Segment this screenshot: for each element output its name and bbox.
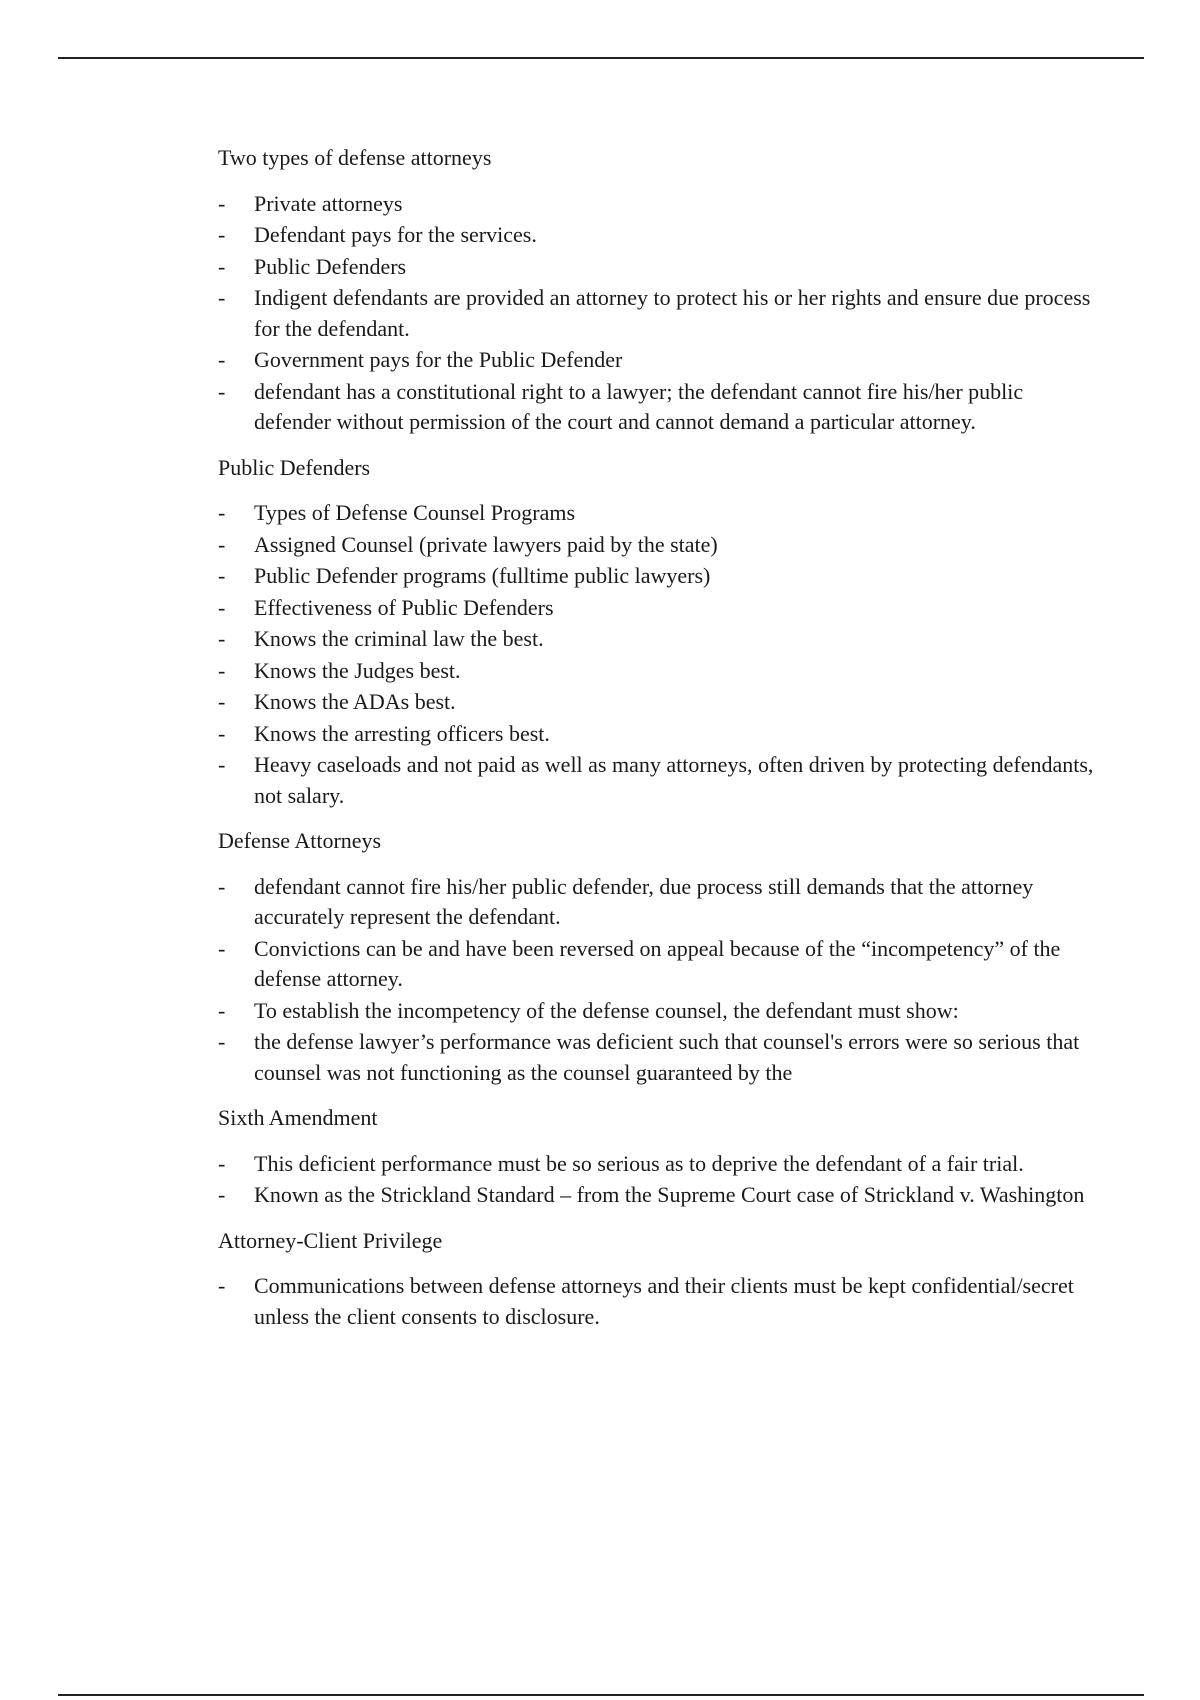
bullet-marker: - [218, 1273, 226, 1298]
list-item-text: Government pays for the Public Defender [254, 347, 623, 372]
bullet-marker: - [218, 563, 226, 588]
list-item-text: defendant has a constitutional right to a lawyer; the defendant cannot fire his/her public defender without permission of the court and cannot demand a particular attorney. [254, 378, 1024, 434]
list-item [218, 498, 1098, 529]
section-heading: Attorney-Client Privilege [218, 1227, 443, 1253]
bullet-list [218, 872, 1098, 1089]
list-item [218, 656, 1098, 687]
section-defense-attorneys [218, 826, 1098, 1088]
section-attorney-client-privilege [218, 1226, 1098, 1333]
section-two-types [218, 143, 1098, 438]
list-item [218, 934, 1098, 995]
list-item [218, 189, 1098, 220]
list-item-text: Types of Defense Counsel Programs [254, 500, 576, 525]
list-item-text: To establish the incompetency of the defense counsel, the defendant must show: [254, 997, 959, 1023]
list-item [218, 283, 1098, 344]
list-item [218, 687, 1098, 718]
bullet-list [218, 1271, 1098, 1332]
bullet-list [218, 498, 1098, 811]
bullet-marker: - [218, 657, 226, 683]
section-sixth-amendment [218, 1103, 1098, 1211]
list-item-text: Private attorneys [254, 190, 403, 216]
bullet-list [218, 1149, 1098, 1211]
bullet-marker: - [218, 1029, 226, 1054]
list-item [218, 1180, 1098, 1211]
list-item-text: Defendant pays for the services. [254, 222, 537, 247]
list-item [218, 750, 1098, 811]
list-item-text: Communications between defense attorneys and their clients must be kept confidential/secret unless the client consents to disclosure. [254, 1273, 1074, 1329]
bullet-marker: - [218, 500, 226, 525]
list-item [218, 530, 1098, 561]
list-item-text: This deficient performance must be so serious as to deprive the defendant of a fair trial. [254, 1150, 1024, 1176]
bullet-marker: - [218, 1182, 226, 1207]
list-item-text: Knows the Judges best. [254, 657, 461, 683]
footer-rule [58, 1694, 1144, 1696]
bullet-marker: - [218, 689, 226, 714]
list-item-text: Convictions can be and have been reversed on appeal because of the “incompetency” of the defense attorney. [254, 935, 1061, 991]
list-item-text: the defense lawyer’s performance was deficient such that counsel's errors were so serious that counsel was not functioning as the counsel guaranteed by the [254, 1029, 1080, 1085]
bullet-marker: - [218, 222, 226, 247]
bullet-marker: - [218, 752, 226, 777]
list-item [218, 719, 1098, 750]
bullet-marker: - [218, 594, 226, 620]
list-item [218, 996, 1098, 1027]
document-body [218, 143, 1098, 1347]
section-heading: Public Defenders [218, 454, 371, 480]
header-rule [58, 57, 1144, 59]
list-item [218, 561, 1098, 592]
list-item-text: Knows the ADAs best. [254, 689, 456, 714]
bullet-marker: - [218, 253, 226, 279]
list-item [218, 1271, 1098, 1332]
list-item [218, 872, 1098, 933]
list-item [218, 1027, 1098, 1088]
bullet-marker: - [218, 873, 226, 899]
list-item [218, 593, 1098, 624]
bullet-marker: - [218, 378, 226, 404]
bullet-marker: - [218, 935, 226, 961]
list-item [218, 624, 1098, 655]
list-item-text: Assigned Counsel (private lawyers paid by the state) [254, 531, 718, 557]
section-public-defenders [218, 453, 1098, 812]
list-item-text: Public Defender programs (fulltime public lawyers) [254, 563, 711, 588]
list-item [218, 345, 1098, 376]
list-item-text: Public Defenders [254, 253, 407, 279]
bullet-marker: - [218, 347, 226, 372]
list-item-text: Heavy caseloads and not paid as well as many attorneys, often driven by protecting defendants, not salary. [254, 752, 1094, 808]
bullet-marker: - [218, 626, 226, 651]
list-item [218, 220, 1098, 251]
list-item-text: Known as the Strickland Standard – from the Supreme Court case of Strickland v. Washington [254, 1182, 1085, 1207]
list-item-text: Knows the arresting officers best. [254, 720, 550, 746]
section-heading: Sixth Amendment [218, 1105, 378, 1130]
bullet-marker: - [218, 720, 226, 746]
list-item-text: Knows the criminal law the best. [254, 626, 544, 651]
bullet-marker: - [218, 997, 226, 1023]
section-heading: Two types of defense attorneys [218, 145, 492, 170]
list-item [218, 377, 1098, 438]
list-item-text: Indigent defendants are provided an attorney to protect his or her rights and ensure due process for the defendant. [254, 285, 1091, 341]
list-item [218, 1149, 1098, 1180]
section-heading: Defense Attorneys [218, 828, 382, 853]
bullet-marker: - [218, 1150, 226, 1176]
bullet-marker: - [218, 285, 226, 310]
bullet-list [218, 189, 1098, 438]
bullet-marker: - [218, 531, 226, 557]
list-item-text: defendant cannot fire his/her public defender, due process still demands that the attorney accurately represent the defendant. [254, 873, 1034, 929]
list-item-text: Effectiveness of Public Defenders [254, 594, 554, 620]
bullet-marker: - [218, 190, 226, 216]
list-item [218, 252, 1098, 283]
